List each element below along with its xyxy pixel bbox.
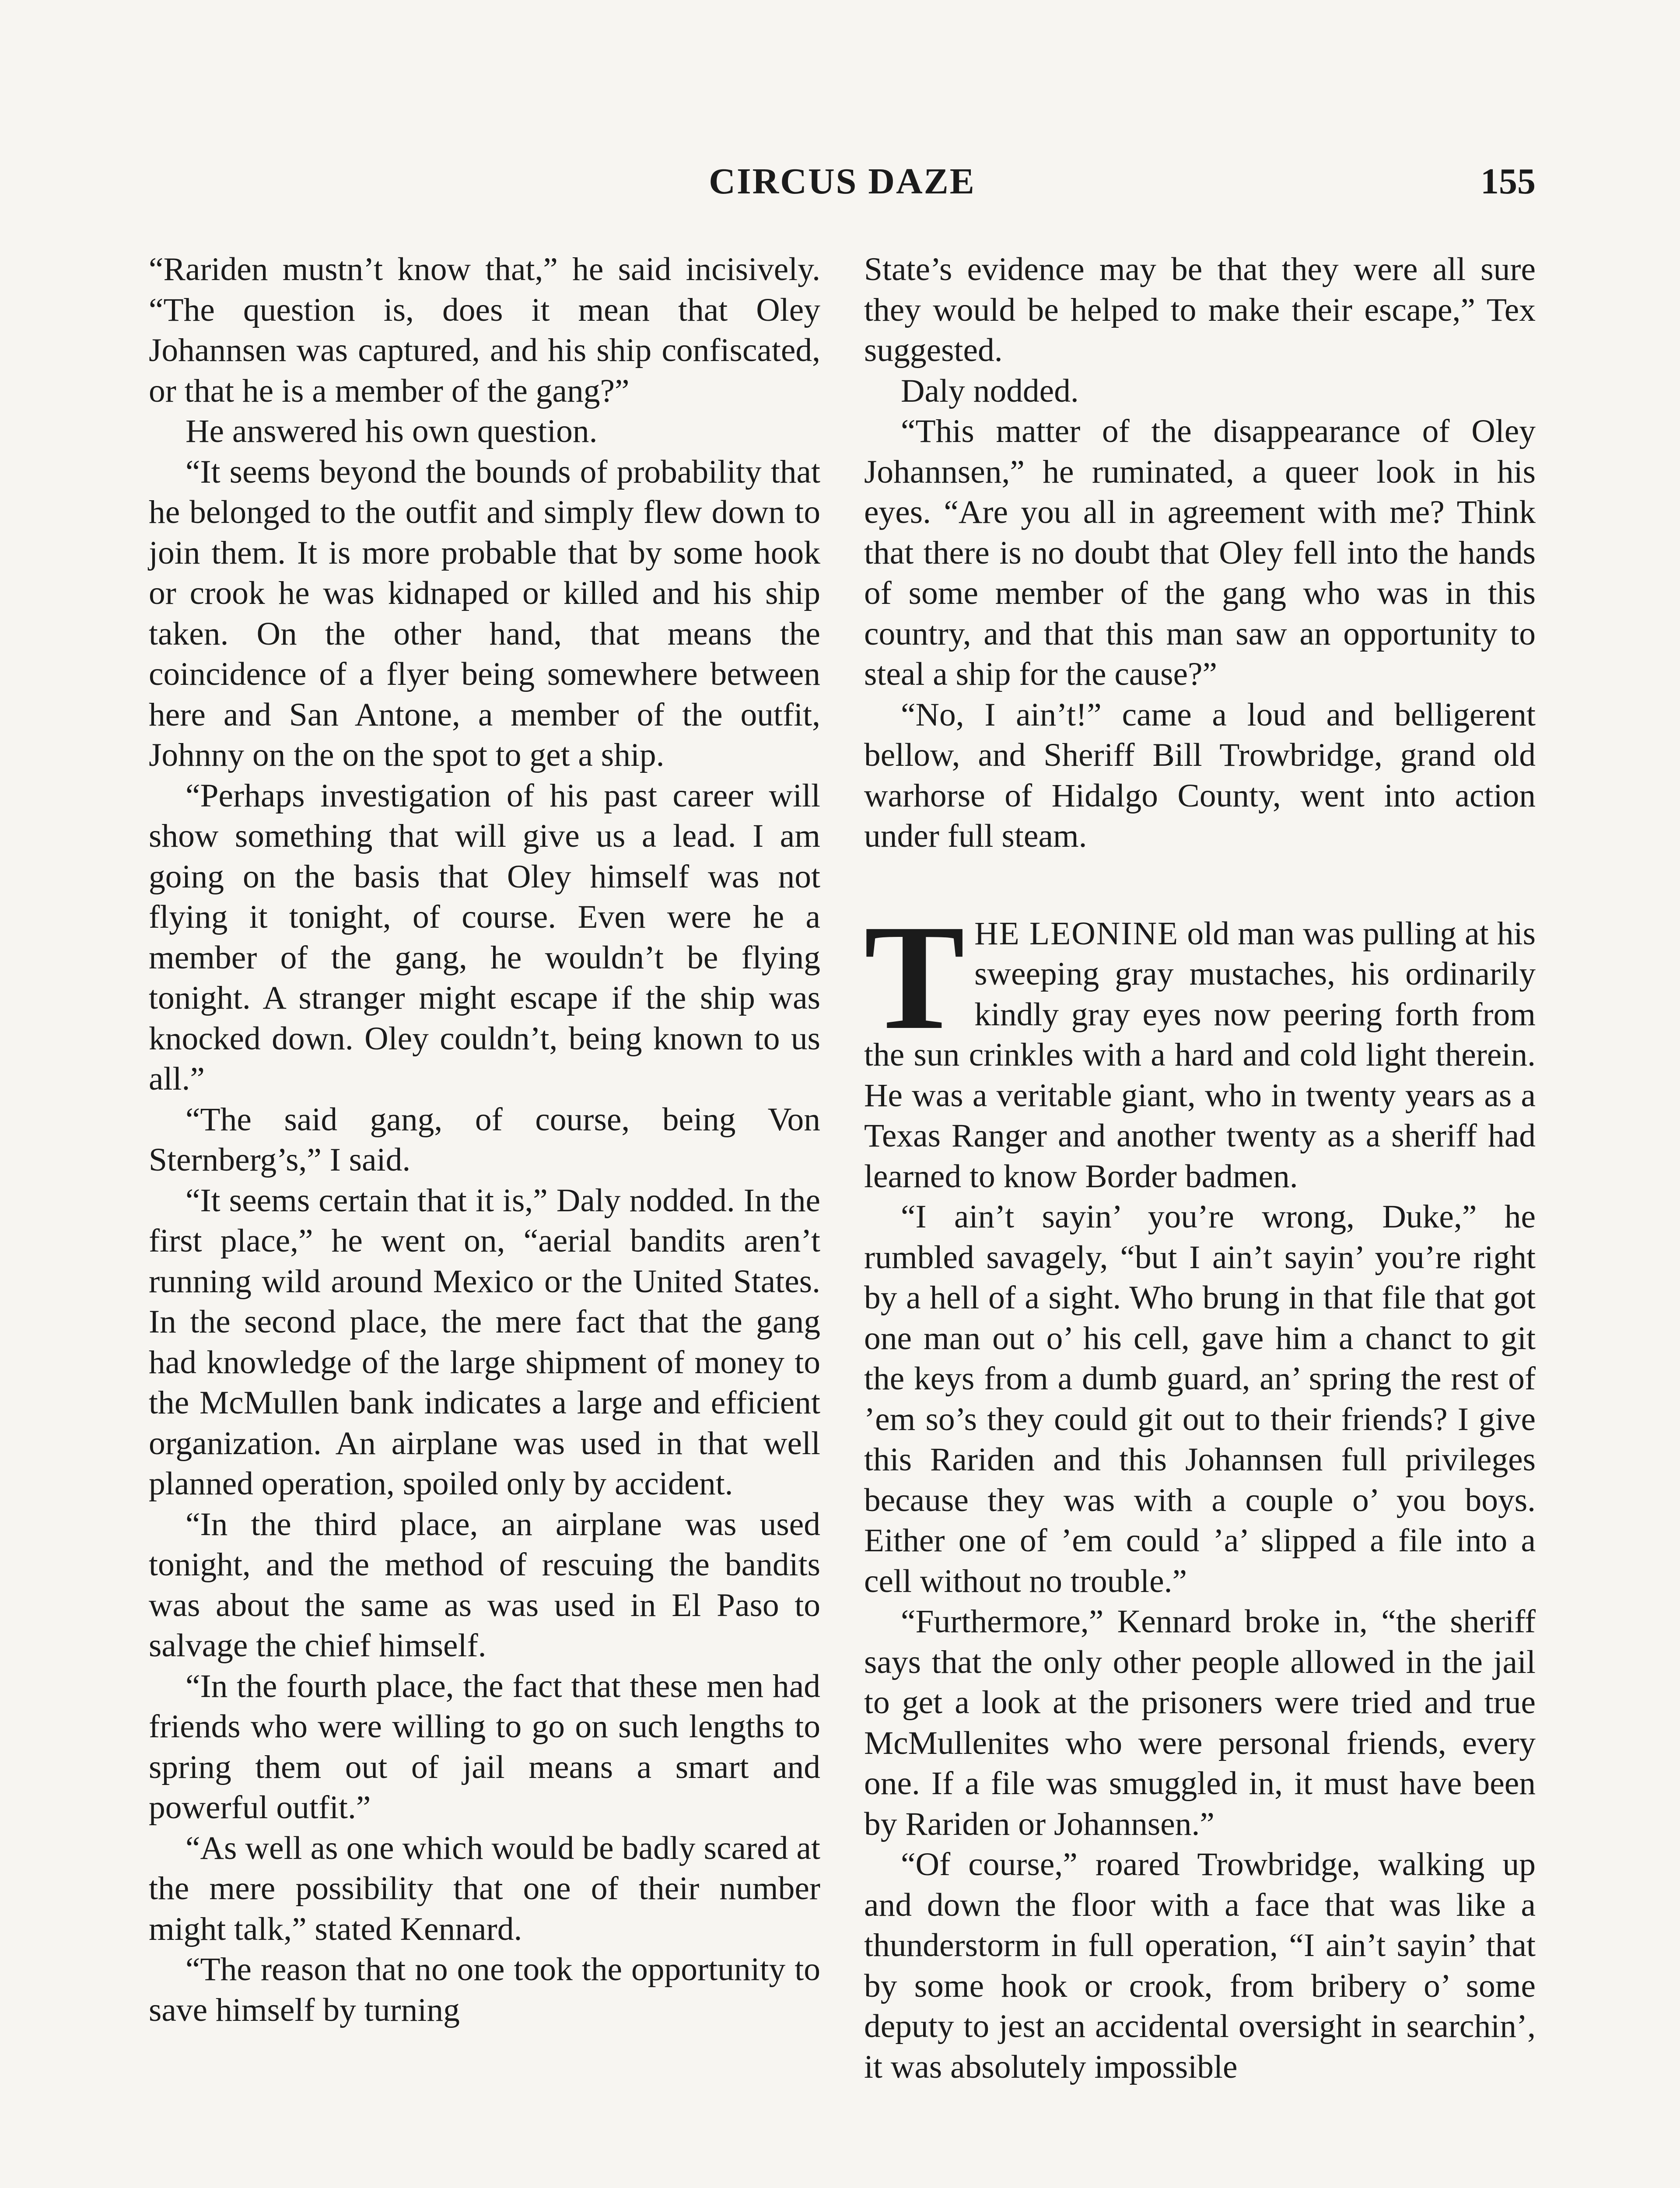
running-title: CIRCUS DAZE bbox=[709, 161, 976, 202]
paragraph: “I ain’t sayin’ you’re wrong, Duke,” he rumbled savagely, “but I ain’t sayin’ you’re right by a hell of a sight. Who brung in that file that got one man out o’ his cell, gave him a chanct to git the keys from a dumb guard, an’ spring the rest of ’em so’s they could git out to their friends? I give this Rariden and this Johannsen full privileges because they was with a couple o’ you boys. Either one of ’em could ’a’ slipped a file into a cell without no trouble.” bbox=[864, 1199, 1536, 1599]
paragraph: “No, I ain’t!” came a loud and belligerent bellow, and Sheriff Bill Trowbridge, grand old warhorse of Hidalgo County, went into action under full steam. bbox=[864, 696, 1536, 854]
right-column bbox=[864, 249, 1536, 2087]
paragraph: He answered his own question. bbox=[186, 413, 598, 449]
page-number: 155 bbox=[1480, 161, 1536, 202]
paragraph: “In the fourth place, the fact that these men had friends who were willing to go on such lengths to spring them out of jail means a smart and powerful outfit.” bbox=[149, 1668, 820, 1826]
page-header bbox=[149, 160, 1536, 208]
dropcap-paragraph bbox=[864, 893, 1536, 1197]
paragraph: “This matter of the disappearance of Oley Johannsen,” he ruminated, a queer look in his eyes. “Are you all in agreement with me? Think that there is no doubt that Oley fell into the hands of some member of the gang who was in this country, and that this man saw an opportunity to steal a ship for the cause?” bbox=[864, 413, 1536, 692]
paragraph: “As well as one which would be badly scared at the mere possibility that one of their number might talk,” stated Kennard. bbox=[149, 1830, 820, 1947]
paragraph: “Furthermore,” Kennard broke in, “the sheriff says that the only other people allowed in the jail to get a look at the prisoners were tried and true McMullenites who were personal friends, every one. If a file was smuggled in, it must have been by Rariden or Johannsen.” bbox=[864, 1603, 1536, 1842]
paragraph: “Of course,” roared Trowbridge, walking up and down the floor with a face that was like a thunderstorm in full operation, “I ain’t sayin’ that by some hook or crook, from bribery o’ some deputy to jest an accidental oversight in searchin’, it was absolutely impossible bbox=[864, 1846, 1536, 2085]
paragraph: Daly nodded. bbox=[901, 372, 1079, 409]
drop-cap: T bbox=[864, 893, 965, 1061]
paragraph: “In the third place, an airplane was used tonight, and the method of rescuing the bandits was about the same as was used in El Paso to salvage the chief himself. bbox=[149, 1506, 820, 1664]
paragraph: “The said gang, of course, being Von Sternberg’s,” I said. bbox=[149, 1101, 820, 1178]
paragraph: “Perhaps investigation of his past career will show something that will give us a lead. I am going on the basis that Oley himself was not flying it tonight, of course. Even were he a member of the gang, he wouldn’t be flying tonight. A stranger might escape if the ship was knocked down. Oley couldn’t, being known to us all.” bbox=[149, 777, 820, 1097]
left-column bbox=[149, 249, 820, 2030]
paragraph: State’s evidence may be that they were all sure they would be helped to make their escape,” Tex suggested. bbox=[864, 251, 1536, 368]
paragraph: “The reason that no one took the opportunity to save himself by turning bbox=[149, 1951, 820, 2028]
dropcap-body: old man was pulling at his sweeping gray mustaches, his ordinarily kindly gray eyes now peering forth from the sun crinkles with a hard and cold light therein. He was a veritable giant, who in twenty years as a Texas Ranger and another twenty as a sheriff had learned to know Border badmen. bbox=[864, 915, 1536, 1195]
paragraph: “It seems beyond the bounds of probability that he belonged to the outfit and simply flew down to join them. It is more probable that by some hook or crook he was kidnaped or killed and his ship taken. On the other hand, that means the coincidence of a flyer being somewhere between here and San Antone, a member of the outfit, Johnny on the on the spot to get a ship. bbox=[149, 453, 820, 773]
lead-in-smallcaps: HE LEONINE bbox=[974, 915, 1179, 952]
paragraph: “It seems certain that it is,” Daly nodded. In the first place,” he went on, “aerial bandits aren’t running wild around Mexico or the United States. In the second place, the mere fact that the gang had knowledge of the large shipment of money to the McMullen bank indicates a large and efficient organization. An airplane was used in that well planned operation, spoiled only by accident. bbox=[149, 1182, 820, 1502]
paragraph: “Rariden mustn’t know that,” he said incisively. “The question is, does it mean that Oley Johannsen was captured, and his ship confiscated, or that he is a member of the gang?” bbox=[149, 251, 820, 409]
section-break bbox=[864, 857, 1536, 914]
